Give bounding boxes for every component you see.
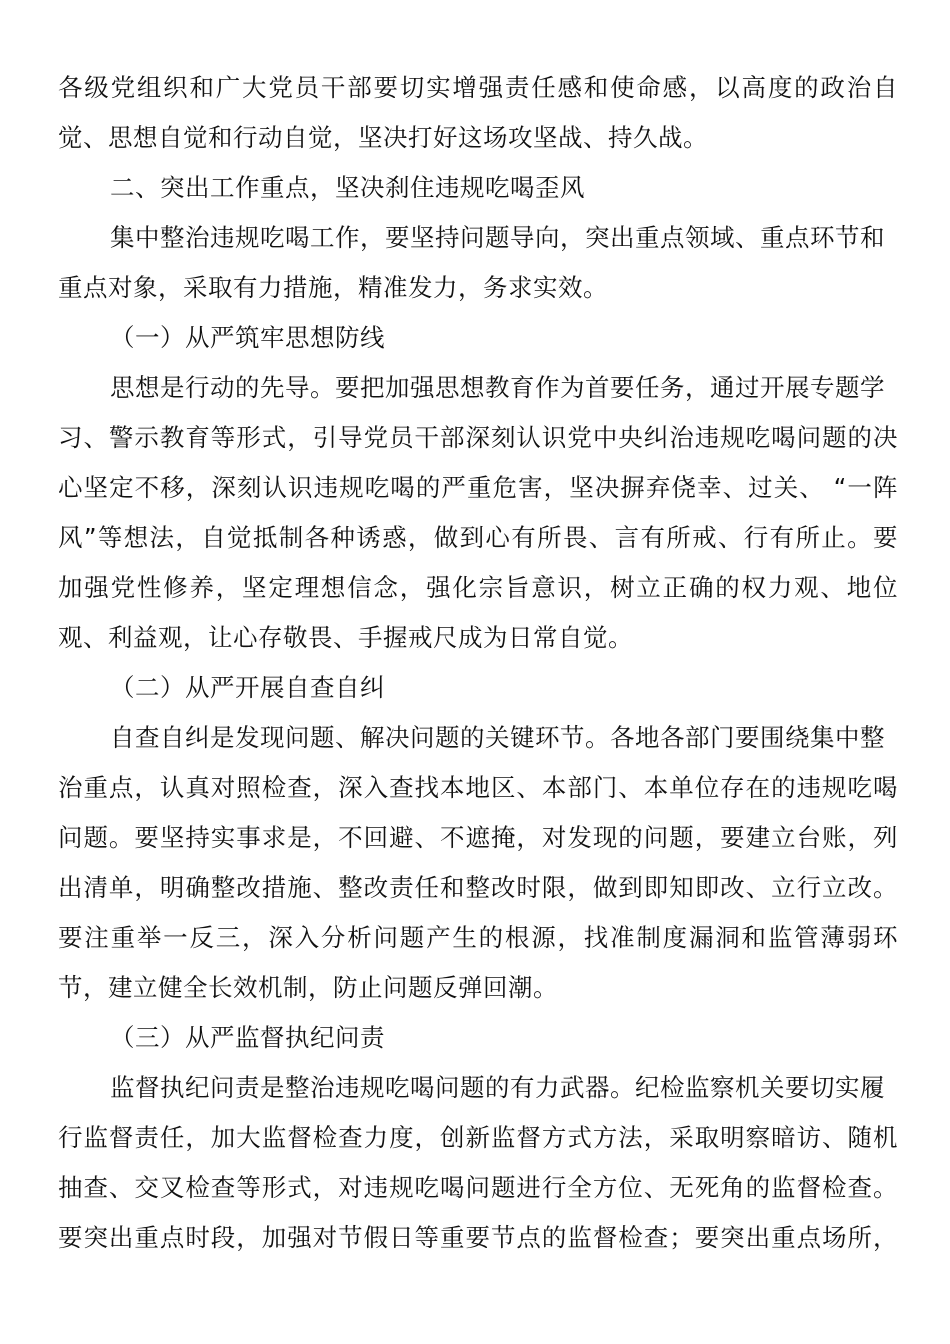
paragraph-line: 各级党组织和广大党员干部要切实增强责任感和使命感，以高度的政治自 [58,73,898,102]
paragraph-line: 思想是行动的先导。要把加强思想教育作为首要任务，通过开展专题学 [110,373,885,402]
paragraph-line: 要注重举一反三，深入分析问题产生的根源，找准制度漏洞和监管薄弱环 [58,923,898,952]
paragraph-line: 问题。要坚持实事求是，不回避、不遮掩，对发现的问题，要建立台账，列 [58,823,898,852]
paragraph-line: 要突出重点时段，加强对节假日等重要节点的监督检查；要突出重点场所， [58,1223,898,1252]
paragraph-line: 治重点，认真对照检查，深入查找本地区、本部门、本单位存在的违规吃喝 [58,773,898,802]
paragraph-line: 自查自纠是发现问题、解决问题的关键环节。各地各部门要围绕集中整 [110,723,885,752]
paragraph-line: 风”等想法，自觉抵制各种诱惑，做到心有所畏、言有所戒、行有所止。要 [58,523,898,552]
paragraph-line: 监督执纪问责是整治违规吃喝问题的有力武器。纪检监察机关要切实履 [110,1073,885,1102]
paragraph-line: 行监督责任，加大监督检查力度，创新监督方式方法，采取明察暗访、随机 [58,1123,898,1152]
paragraph-line: 观、利益观，让心存敬畏、手握戒尺成为日常自觉。 [58,623,633,652]
subsection-heading: （一）从严筑牢思想防线 [110,323,385,352]
paragraph-line: 出清单，明确整改措施、整改责任和整改时限，做到即知即改、立行立改。 [58,873,898,902]
subsection-heading: （三）从严监督执纪问责 [110,1023,385,1052]
paragraph-line: 习、警示教育等形式，引导党员干部深刻认识党中央纠治违规吃喝问题的决 [58,423,898,452]
paragraph-line: 加强党性修养，坚定理想信念，强化宗旨意识，树立正确的权力观、地位 [58,573,898,602]
paragraph-line: 心坚定不移，深刻认识违规吃喝的严重危害，坚决摒弃侥幸、过关、 “一阵 [58,473,898,502]
section-heading: 二、突出工作重点，坚决刹住违规吃喝歪风 [110,173,585,202]
paragraph-line: 抽查、交叉检查等形式，对违规吃喝问题进行全方位、无死角的监督检查。 [58,1173,898,1202]
paragraph-line: 集中整治违规吃喝工作，要坚持问题导向，突出重点领域、重点环节和 [110,223,885,252]
subsection-heading: （二）从严开展自查自纠 [110,673,385,702]
paragraph-line: 节，建立健全长效机制，防止问题反弹回潮。 [58,973,558,1002]
paragraph-line: 重点对象，采取有力措施，精准发力，务求实效。 [58,273,608,302]
paragraph-line: 觉、思想自觉和行动自觉，坚决打好这场攻坚战、持久战。 [58,123,708,152]
